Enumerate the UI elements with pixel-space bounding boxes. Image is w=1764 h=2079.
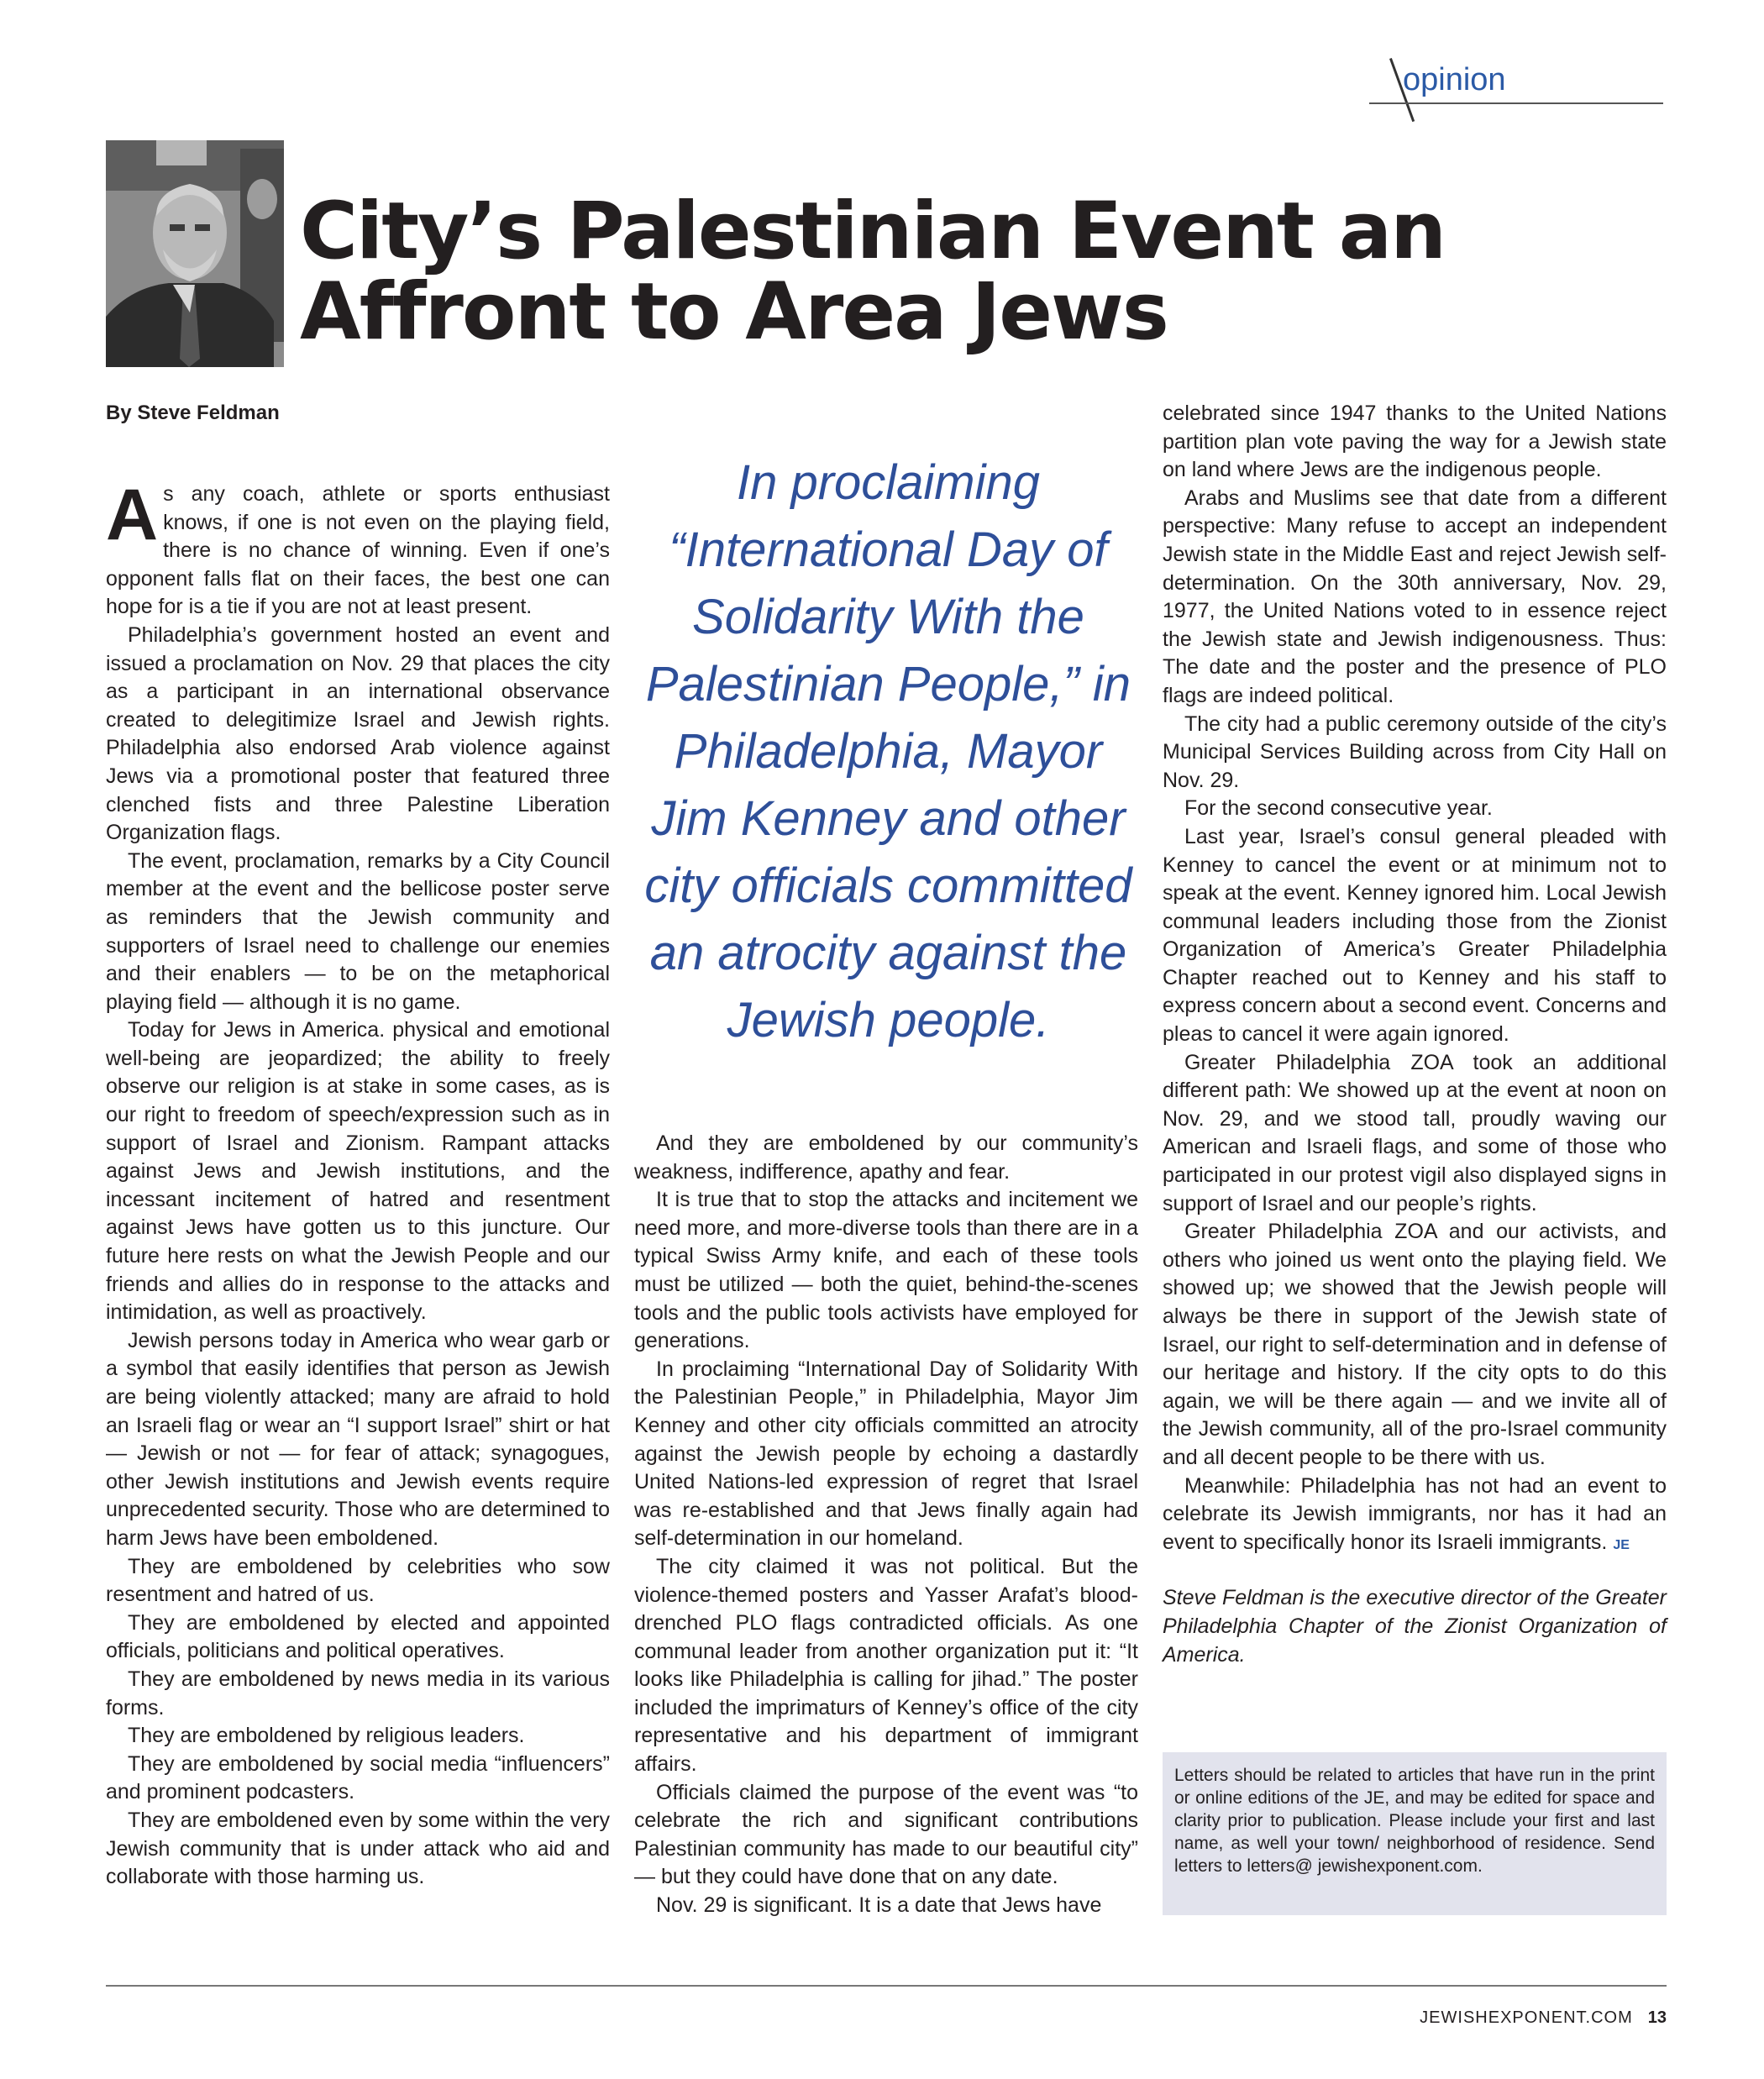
paragraph: The city had a public ceremony outside of the city’s Municipal Services Building across from City Hall on Nov. 29. — [1163, 711, 1667, 792]
paragraph: Today for Jews in America. physical and emotional well-being are jeopardized; the ability to freely observe our religion is at stake in some cases, as is our right to freedom of speech/expression such as in support of Israel and Zionism. Rampant attacks against Jews and Jewish institutions, and the incessant incitement of hatred and resentment against Jews have gotten us to this juncture. Our future here rests on what the Jewish People and our friends and allies do in response to the attacks and intimidation, as well as proactively. — [106, 1018, 610, 1325]
author-bio: Steve Feldman is the executive director of the Greater Philadelphia Chapter of the Zionist Organization of America. — [1163, 1586, 1667, 1667]
footer-rule — [106, 1985, 1667, 1987]
paragraph: They are emboldened even by some within the very Jewish community that is under attack who aid and collaborate with those harming us. — [106, 1808, 610, 1889]
paragraph: They are emboldened by celebrities who sow resentment and hatred of us. — [106, 1554, 610, 1607]
final-paragraph — [1163, 1473, 1667, 1560]
paragraph: Jewish persons today in America who wear garb or a symbol that easily identifies that person as Jewish are being violently attacked; many are afraid to hold an Israeli flag or wear an “I support Israel” shirt or hat — Jewish or not — for fear of attack; synagogues, other Jewish institutions and Jewish events require unprecedented security. Those who are determined to harm Jews have been emboldened. — [106, 1328, 610, 1550]
article-column-3 — [1163, 400, 1667, 1669]
paragraph: And they are emboldened by our community’s weakness, indifference, apathy and fear. — [634, 1131, 1138, 1184]
paragraph: They are emboldened by news media in its various forms. — [106, 1667, 610, 1719]
paragraph: The event, proclamation, remarks by a City Council member at the event and the bellicose poster serve as reminders that the Jewish community and supporters of Israel need to challenge our enemies and their enablers — to be on the metaphorical playing field — although it is no game. — [106, 848, 610, 1014]
paragraph: Philadelphia’s government hosted an event and issued a proclamation on Nov. 29 that places the city as a participant in an international observance created to delegitimize Israel and Jewish rights. Philadelphia also endorsed Arab violence against Jews via a promotional poster that featured three clenched fists and three Palestine Liberation Organization flags. — [106, 622, 610, 845]
paragraph: Greater Philadelphia ZOA took an additional different path: We showed up at the event at noon on Nov. 29, and we stood tall, proudly waving our American and Israeli flags, and some of those who participated in our protest vigil also displayed signs in support of Israel and our people’s rights. — [1163, 1050, 1667, 1215]
paragraph: For the second consecutive year. — [1184, 796, 1493, 821]
paragraph: Greater Philadelphia ZOA and our activists, and others who joined us went onto the playing field. We showed up; we showed that the Jewish people will always be there in support of the Jewish state of Israel, our right to self-determination and in defense of our heritage and history. If the city opts to do this again, we will be there again — and we invite all of the Jewish community, all of the pro-Israel community and all decent people to be there with us. — [1163, 1220, 1667, 1469]
paragraph: They are emboldened by religious leaders. — [128, 1724, 525, 1748]
footer-site: JEWISHEXPONENT.COM — [1420, 2008, 1633, 2027]
byline: By Steve Feldman — [106, 402, 280, 424]
headline: City’s Palestinian Event an Affront to Area Jews — [300, 186, 1446, 358]
paragraph: In proclaiming “International Day of Solidarity With the Palestinian People,” in Philadelphia, Mayor Jim Kenney and other city officials committed an atrocity against the Jewish people by echoing a dastardly United Nations-led expression of regret that Israel was re-established and that Jews finally again had self-determination in our homeland. — [634, 1357, 1138, 1551]
lead-paragraph — [106, 475, 610, 622]
end-mark: JE — [1613, 1537, 1630, 1552]
pull-quote: In proclaiming “International Day of Solidarity With the Palestinian People,” in Philadelphia, Mayor Jim Kenney and other city officials committed an atrocity against the Jewish people. — [644, 455, 1132, 1047]
page-footer — [1420, 2008, 1667, 2028]
paragraph: They are emboldened by elected and appointed officials, politicians and political operatives. — [106, 1610, 610, 1663]
page-number: 13 — [1647, 2008, 1667, 2027]
section-rule — [1369, 102, 1663, 104]
paragraph: Arabs and Muslims see that date from a different perspective: Many refuse to accept an independent Jewish state in the Middle East and reject Jewish self-determination. On the 30th anniversary, Nov. 29, 1977, the United Nations voted to in essence reject the Jewish state and Jewish indigenousness. Thus: The date and the poster and the presence of PLO flags are indeed political. — [1163, 486, 1667, 707]
paragraph-text: s any coach, athlete or sports enthusiast knows, if one is not even on the playing field, there is no chance of winning. Even if one’s opponent falls flat on their faces, the best one can hope for is a tie if you are not at least present. — [106, 482, 610, 619]
paragraph-text: Meanwhile: Philadelphia has not had an event to celebrate its Jewish immigrants, nor has it had an event to specifically honor its Israeli immigrants. — [1163, 1473, 1667, 1554]
article-column-1 — [106, 475, 610, 1892]
article-column-2 — [634, 1130, 1138, 1920]
drop-cap: A — [106, 475, 159, 555]
paragraph: The city claimed it was not political. But the violence-themed posters and Yasser Arafat’s blood-drenched PLO flags contradicted officials. As one communal leader from another organization put it: “It looks like Philadelphia is calling for jihad.” The poster included the imprimaturs of Kenney’s office of the city representative and his department of immigrant affairs. — [634, 1554, 1138, 1777]
paragraph: Last year, Israel’s consul general pleaded with Kenney to cancel the event or at minimum not to speak at the event. Kenney ignored him. Local Jewish communal leaders including those from the Zionist Organization of America’s Greater Philadelphia Chapter reached out to Kenney and his staff to express concern about a second event. Concerns and pleas to cancel it were again ignored. — [1163, 824, 1667, 1047]
paragraph: Officials claimed the purpose of the event was “to celebrate the rich and significant contributions Palestinian community has made to our beautiful city” — but they could have done that on any date. — [634, 1780, 1138, 1889]
paragraph: celebrated since 1947 thanks to the United Nations partition plan vote paving the way for a Jewish state on land where Jews are the indigenous people. — [1163, 402, 1667, 482]
letters-notice: Letters should be related to articles that have run in the print or online editions of the JE, and may be edited for space and clarity prior to publication. Please include your first and last name, as well your town/ neighborhood of residence. Send letters to letters@ jewishexponent.com. — [1163, 1752, 1667, 1915]
author-photo-illustration — [106, 140, 284, 367]
paragraph: Nov. 29 is significant. It is a date that Jews have — [656, 1893, 1102, 1918]
section-label: opinion — [1403, 62, 1506, 97]
author-photo — [106, 140, 284, 367]
paragraph: They are emboldened by social media “influencers” and prominent podcasters. — [106, 1751, 610, 1804]
section-tag — [1369, 59, 1663, 109]
paragraph: It is true that to stop the attacks and incitement we need more, and more-diverse tools than there are in a typical Swiss Army knife, and each of these tools must be utilized — both the quiet, behind-the-scenes tools and the public tools activists have employed for generations. — [634, 1188, 1138, 1353]
